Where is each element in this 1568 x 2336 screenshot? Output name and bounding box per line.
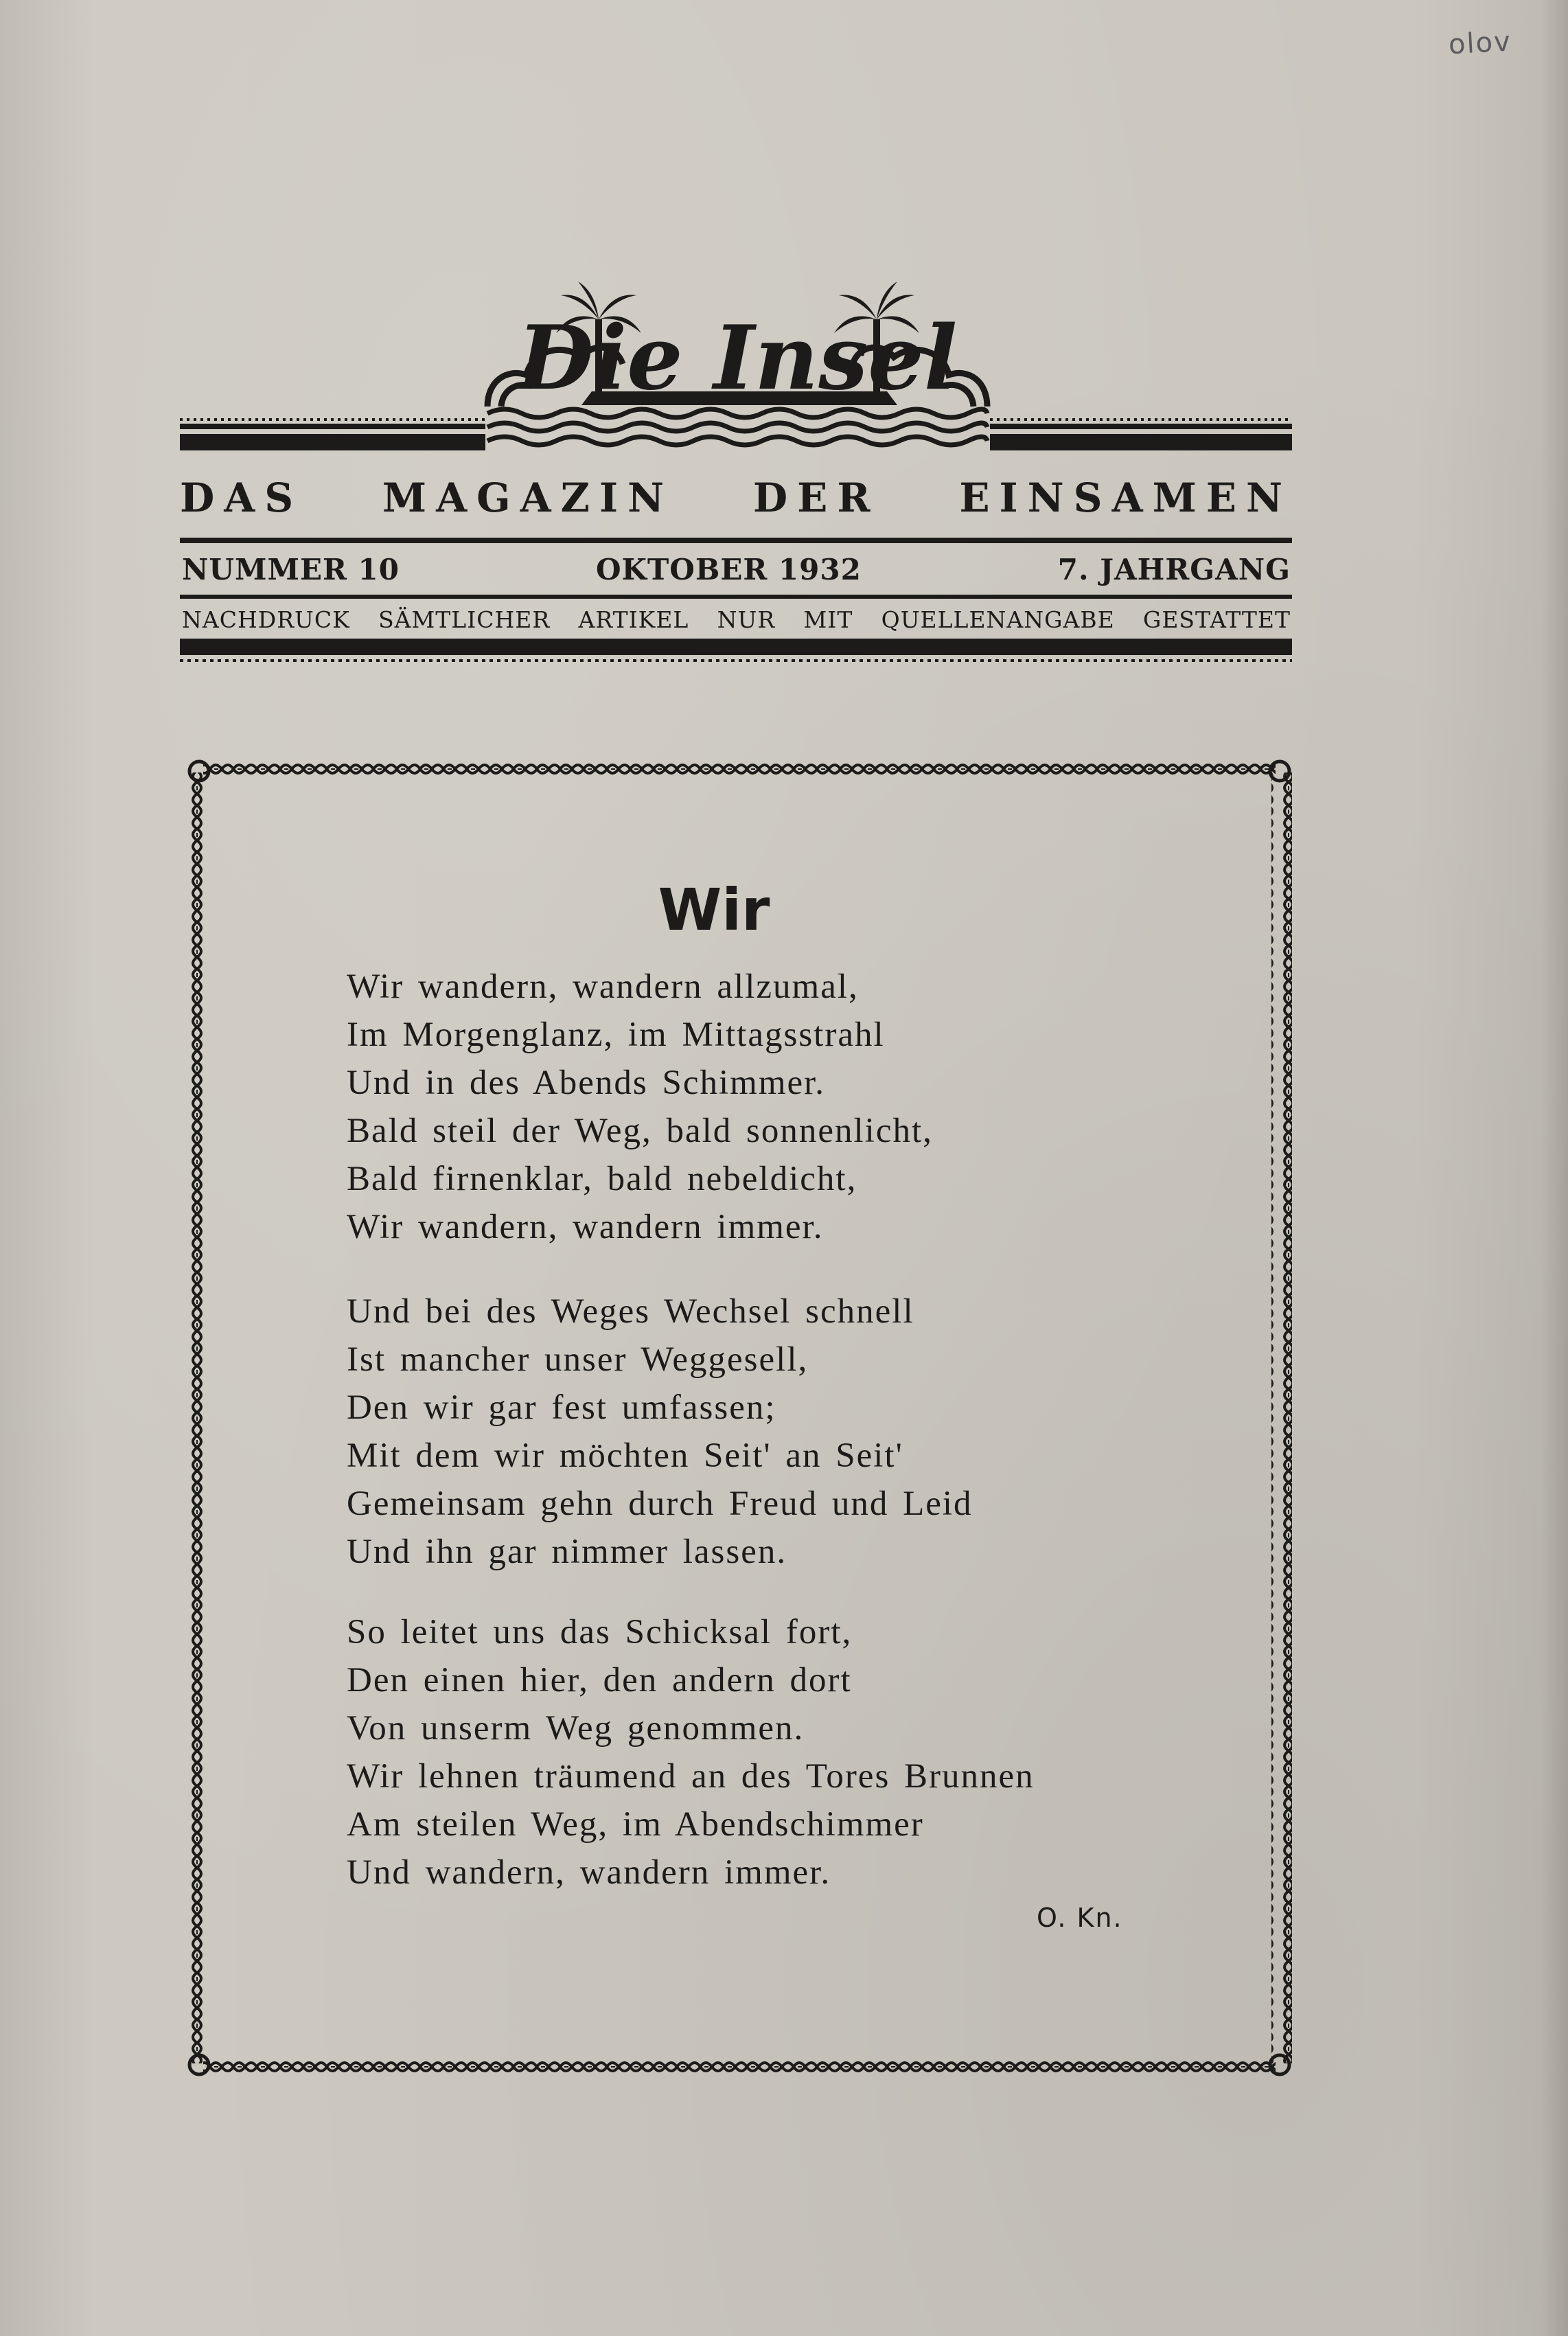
right-bar — [990, 420, 1292, 450]
poem-line: Wir wandern, wandern immer. — [347, 1208, 824, 1246]
issue-date: OKTOBER 1932 — [595, 553, 862, 586]
divider-rule — [180, 595, 1292, 599]
poem-line: Bald steil der Weg, bald sonnenlicht, — [347, 1112, 933, 1150]
poem-stanza-2 — [347, 1287, 1239, 1576]
masthead-logo-graphic — [180, 254, 1292, 460]
reprint-notice: NACHDRUCK SÄMTLICHER ARTIKEL NUR MIT QUELLENANGABE GESTATTET — [182, 606, 1291, 633]
poem-line: Den wir gar fest umfassen; — [347, 1388, 776, 1427]
poem-line: Von unserm Weg genommen. — [347, 1709, 805, 1748]
poem-line: Und wandern, wandern immer. — [347, 1853, 831, 1892]
poem-line: Wir lehnen träumend an des Tores Brunnen — [347, 1757, 1035, 1796]
poem-line: Bald firnenklar, bald nebeldicht, — [347, 1160, 857, 1198]
dotted-rule — [180, 659, 1292, 662]
poem-line: Ist mancher unser Weggesell, — [347, 1340, 809, 1379]
poem-line: Und bei des Weges Wechsel schnell — [347, 1292, 914, 1331]
poem-stanza-1 — [347, 963, 1239, 1251]
poem-line: Gemeinsam gehn durch Freud und Leid — [347, 1485, 973, 1523]
poem-title: Wir — [658, 876, 770, 943]
bottom-bar — [180, 639, 1292, 655]
poem-line: Und in des Abends Schimmer. — [347, 1064, 826, 1102]
poem-line: Am steilen Weg, im Abendschimmer — [347, 1805, 924, 1844]
poem-line: Wir wandern, wandern allzumal, — [347, 967, 859, 1006]
left-bar — [180, 420, 485, 450]
poem-line: Und ihn gar nimmer lassen. — [347, 1533, 787, 1571]
poem-line: So leitet uns das Schicksal fort, — [347, 1613, 853, 1651]
issue-info-row — [182, 549, 1291, 591]
pencil-annotation: olov — [1447, 25, 1512, 61]
poem-stanza-3 — [347, 1608, 1239, 1897]
issue-number: NUMMER 10 — [182, 553, 400, 586]
poem-line: Im Morgenglanz, im Mittagsstrahl — [347, 1016, 885, 1054]
poem-line: Mit dem wir möchten Seit' an Seit' — [347, 1436, 903, 1475]
poem-author: O. Kn. — [1037, 1903, 1123, 1933]
divider-rule — [180, 538, 1292, 543]
waves-icon — [487, 409, 987, 445]
volume-label: 7. JAHRGANG — [1057, 553, 1291, 586]
magazine-subtitle: DAS MAGAZIN DER EINSAMEN — [180, 474, 1292, 521]
poem-line: Den einen hier, den andern dort — [347, 1661, 852, 1699]
logo-wordmark: Die Insel — [517, 307, 958, 410]
